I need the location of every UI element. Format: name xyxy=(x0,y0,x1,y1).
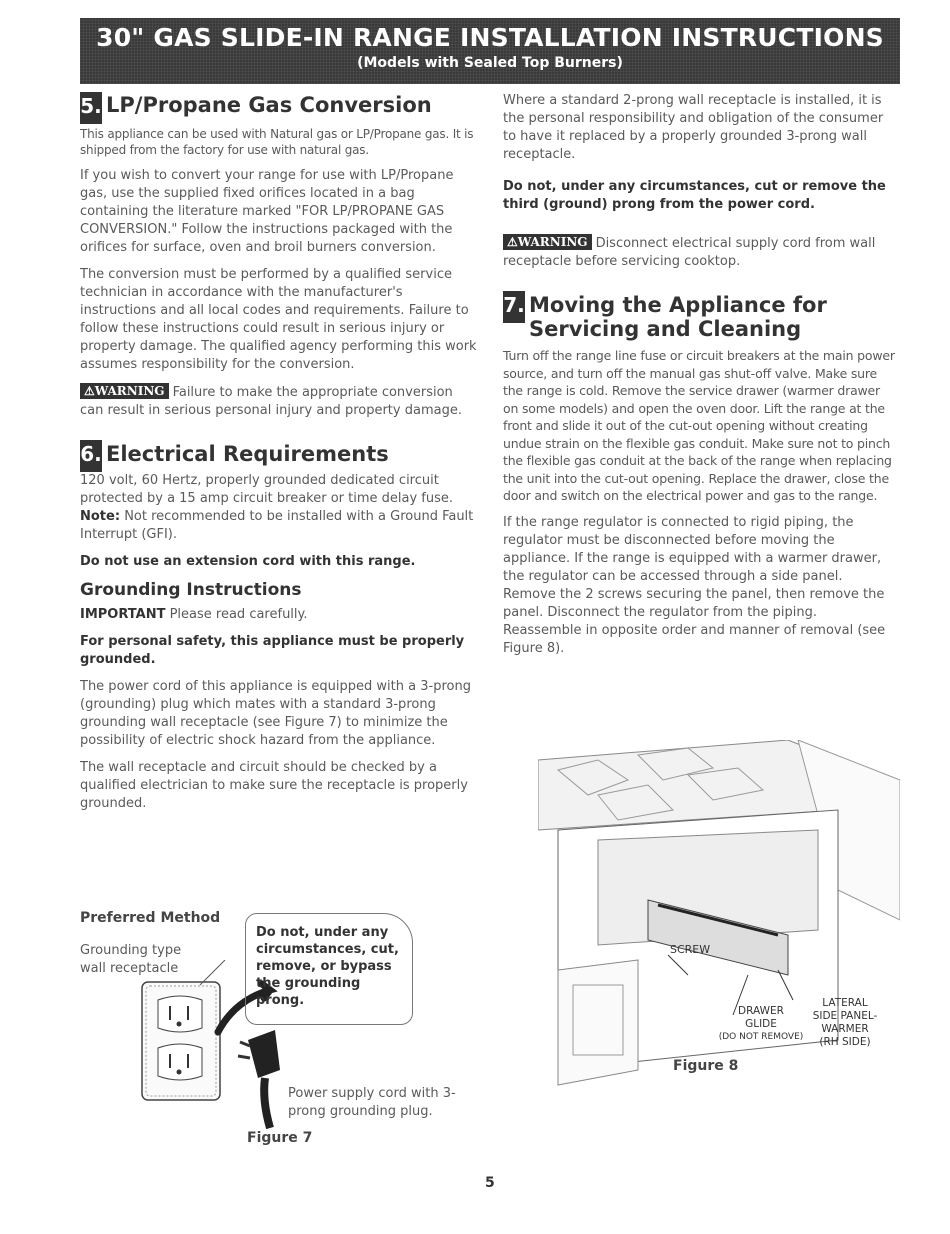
section-5-paragraph-1: This appliance can be used with Natural gas or LP/Propane gas. It is shipped from the factory for use with natural gas. xyxy=(80,127,474,157)
section-6-number: 6. xyxy=(80,440,102,472)
drawer-label-line-3: (DO NOT REMOVE) xyxy=(718,1032,804,1042)
note-label: Note: xyxy=(80,509,121,524)
lateral-label-line-1: LATERAL xyxy=(822,997,868,1009)
section-6-title: Electrical Requirements xyxy=(106,442,389,466)
section-5-title: LP/Propane Gas Conversion xyxy=(106,93,432,117)
section-7-number: 7. xyxy=(503,291,525,323)
page-subtitle: (Models with Sealed Top Burners) xyxy=(357,55,623,71)
cooktop-warning xyxy=(503,234,898,271)
upper-outlet xyxy=(158,996,202,1032)
section-6-paragraph-3: The wall receptacle and circuit should be checked by a qualified electrician to make sure the receptacle is properly grounded. xyxy=(80,760,468,811)
drawer-label-line-1: DRAWER xyxy=(738,1005,784,1017)
section-5-warning xyxy=(80,383,478,420)
section-5-paragraph-2: If you wish to convert your range for use with LP/Propane gas, use the supplied fixed orifices located in a bag containing the literature marked "FOR LP/PROPANE GAS CONVERSION." Follow the instructions packaged with the orifices for surface, oven and broil burners conversion. xyxy=(80,168,454,255)
important-label: IMPORTANT xyxy=(80,607,166,622)
receptacle-label: Grounding type wall receptacle xyxy=(80,943,182,976)
left-column xyxy=(80,92,478,822)
lower-cabinet-door xyxy=(558,960,638,1085)
note-text: Not recommended to be installed with a Ground Fault Interrupt (GFI). xyxy=(80,509,474,542)
section-7-paragraph-1: Turn off the range line fuse or circuit breakers at the main power source, and turn off the manual gas shut-off valve. Make sure the range is cold. Remove the service drawer (warmer drawer on some models) and open the oven door. Lift the range at the front and slide it out of the cut-out opening without creating undue strain on the flexible gas conduit. Make sure not to pinch the flexible gas conduit at the back of the range when replacing the unit into the cut-out opening. Replace the drawer, close the door and switch on the electrical power and gas to the range. xyxy=(503,348,895,503)
cooktop-warning-text: Disconnect electrical supply cord from wall receptacle before servicing cooktop. xyxy=(503,236,876,269)
section-5-heading xyxy=(80,92,478,124)
important-text: Please read carefully. xyxy=(169,607,308,622)
section-6-paragraph-1-text: 120 volt, 60 Hertz, properly grounded dedicated circuit protected by a 15 amp circuit breaker or time delay fuse. xyxy=(80,473,454,506)
figure-8-caption: Figure 8 xyxy=(673,1058,739,1074)
power-cord-label: Power supply cord with 3-prong grounding plug. xyxy=(288,1086,456,1119)
page-number: 5 xyxy=(485,1175,495,1191)
range-servicing-illustration xyxy=(538,740,900,1160)
screw-label: SCREW xyxy=(670,943,711,956)
section-6-paragraph-2: The power cord of this appliance is equipped with a 3-prong (grounding) plug which mates with a standard 3-prong grounding wall receptacle (see Figure 7) to minimize the possibility of electric shock hazard from the appliance. xyxy=(80,679,471,748)
personal-safety-warning: For personal safety, this appliance must be properly grounded. xyxy=(80,634,465,667)
section-6-paragraph-1 xyxy=(80,472,478,544)
drawer-glide-label xyxy=(706,1005,816,1044)
preferred-method-label: Preferred Method xyxy=(80,910,221,926)
right-column xyxy=(503,92,898,667)
section-6-heading xyxy=(80,440,478,472)
section-7-paragraph-2: If the range regulator is connected to rigid piping, the regulator must be disconnected before moving the appliance. If the range is equipped with a warmer drawer, the regulator can be accessed through a side panel. Remove the 2 screws securing the panel, then remove the panel. Disconnect the regulator from the piping. Reassemble in opposite order and manner of removal (see Figure 8). xyxy=(503,514,886,656)
page-header-banner xyxy=(80,18,900,84)
lateral-label-line-4: (RH SIDE) xyxy=(819,1036,871,1048)
grounding-plug xyxy=(248,1030,280,1078)
two-prong-paragraph: Where a standard 2-prong wall receptacle is installed, it is the personal responsibility and obligation of the consumer to have it replaced by a properly grounded 3-prong wall receptacle. xyxy=(503,93,884,162)
ground-prong-warning: Do not, under any circumstances, cut or remove the third (ground) prong from the power cord. xyxy=(503,179,886,212)
section-5-number: 5. xyxy=(80,92,102,124)
warning-badge: ⚠WARNING xyxy=(503,234,592,250)
important-line xyxy=(80,606,478,624)
drawer-label-line-2: GLIDE xyxy=(745,1018,777,1030)
grounding-instructions-heading: Grounding Instructions xyxy=(80,580,302,600)
grounding-prong-callout: Do not, under any circumstances, cut, remove, or bypass the grounding prong. xyxy=(245,913,413,1025)
warning-badge: ⚠WARNING xyxy=(80,383,169,399)
figure-7-caption: Figure 7 xyxy=(247,1130,313,1146)
extension-cord-warning: Do not use an extension cord with this range. xyxy=(80,554,416,569)
lower-outlet xyxy=(158,1044,202,1080)
section-5-paragraph-3: The conversion must be performed by a qualified service technician in accordance with the manufacturer's instructions and all local codes and requirements. Failure to follow these instructions could result in serious injury or property damage. The qualified agency performing this work assumes responsibility for the conversion. xyxy=(80,267,477,372)
lateral-label-line-3: WARMER xyxy=(821,1023,869,1035)
section-7-heading xyxy=(503,291,898,341)
section-7-title: Moving the Appliance for Servicing and Cleaning xyxy=(529,293,827,341)
section-5-warning-text: Failure to make the appropriate conversion can result in serious personal injury and property damage. xyxy=(80,385,462,418)
page-title: 30" GAS SLIDE-IN RANGE INSTALLATION INSTRUCTIONS xyxy=(96,23,884,52)
lateral-label-line-2: SIDE PANEL- xyxy=(812,1010,878,1022)
lateral-panel-label xyxy=(805,997,885,1049)
